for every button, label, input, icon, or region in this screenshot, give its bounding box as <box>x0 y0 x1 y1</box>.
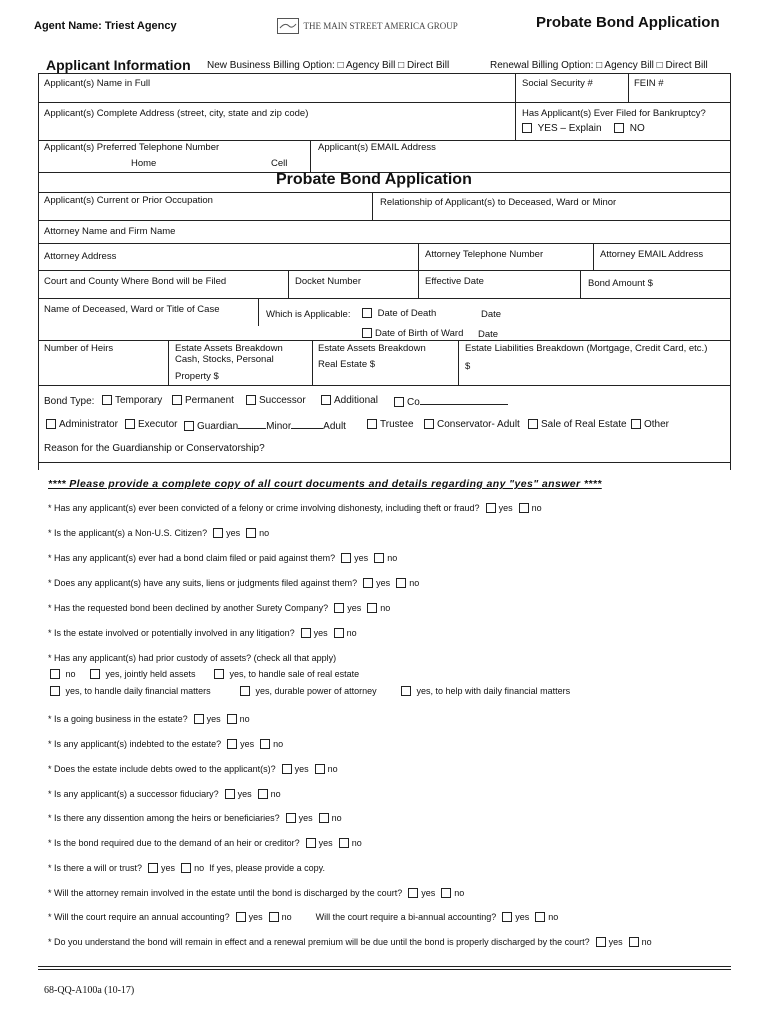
no-checkbox-icon[interactable] <box>535 912 545 922</box>
question-demand: * Is the bond required due to the demand of an heir or creditor? yes no <box>48 838 362 848</box>
deceased-field[interactable]: Name of Deceased, Ward or Title of Case <box>44 304 220 315</box>
bond-additional-option[interactable]: Additional <box>321 395 378 406</box>
yes-checkbox-icon[interactable] <box>236 912 246 922</box>
no-checkbox-icon[interactable] <box>315 764 325 774</box>
question-accounting: * Will the court require an annual accounting? yes no Will the court require a bi-annual accounting? yes no <box>48 912 559 922</box>
yes-checkbox-icon[interactable] <box>225 789 235 799</box>
liabilities-field[interactable]: $ <box>465 361 471 372</box>
yes-checkbox-icon[interactable] <box>486 503 496 513</box>
handshake-logo-icon <box>277 18 299 34</box>
bankruptcy-no-option[interactable]: NO <box>614 123 645 134</box>
custody-help-option[interactable]: yes, to help with daily financial matters <box>401 686 570 696</box>
form-id: 68-QQ-A100a (10-17) <box>44 985 135 996</box>
effective-date-field[interactable]: Effective Date <box>425 276 484 287</box>
bond-executor-option[interactable]: Executor <box>125 419 177 430</box>
question-successor: * Is any applicant(s) a successor fiduciary? yes no <box>48 789 281 799</box>
attorney-name-field[interactable]: Attorney Name and Firm Name <box>44 226 176 237</box>
death-date-label: Date <box>481 309 502 320</box>
section-title: Applicant Information <box>46 57 191 73</box>
attorney-address-field[interactable]: Attorney Address <box>44 251 117 262</box>
agent-name: Agent Name: Triest Agency <box>34 20 177 32</box>
which-applicable-label: Which is Applicable: <box>266 309 351 320</box>
checkbox-icon[interactable] <box>50 669 60 679</box>
no-checkbox-icon[interactable] <box>260 739 270 749</box>
fein-field[interactable]: FEIN # <box>634 78 664 89</box>
checkbox-icon[interactable] <box>362 328 372 338</box>
bond-conservator-option[interactable]: Conservator- Adult <box>424 419 520 430</box>
assets-personal-label-1: Estate Assets Breakdown <box>175 343 283 354</box>
bond-temporary-option[interactable]: Temporary <box>102 395 162 406</box>
custody-daily-option[interactable]: yes, to handle daily financial matters <box>50 686 211 696</box>
no-checkbox-icon[interactable] <box>246 528 256 538</box>
checkbox-icon[interactable] <box>184 421 194 431</box>
yes-checkbox-icon[interactable] <box>334 603 344 613</box>
checkbox-icon[interactable] <box>102 395 112 405</box>
checkbox-icon[interactable] <box>394 397 404 407</box>
no-checkbox-icon[interactable] <box>629 937 639 947</box>
logo-text: THE MAIN STREET AMERICA GROUP <box>303 20 458 31</box>
ssn-field[interactable]: Social Security # <box>522 78 593 89</box>
applicant-name-field[interactable]: Applicant(s) Name in Full <box>44 78 151 89</box>
no-checkbox-icon[interactable] <box>441 888 451 898</box>
question-indebted: * Is any applicant(s) indebted to the estate? yes no <box>48 739 284 749</box>
question-declined: * Has the requested bond been declined by another Surety Company? yes no <box>48 603 391 613</box>
no-checkbox-icon[interactable] <box>374 553 384 563</box>
address-field[interactable]: Applicant(s) Complete Address (street, city, state and zip code) <box>44 108 309 119</box>
notice-text: **** Please provide a complete copy of all court documents and details regarding any "yes" answer **** <box>48 478 602 490</box>
bond-amount-field[interactable]: Bond Amount $ <box>588 278 653 289</box>
bond-trustee-option[interactable]: Trustee <box>367 419 414 430</box>
checkbox-icon[interactable] <box>46 419 56 429</box>
date-of-birth-option[interactable]: Date of Birth of Ward <box>362 328 463 339</box>
yes-checkbox-icon[interactable] <box>213 528 223 538</box>
bond-other-option[interactable]: Other <box>631 419 669 430</box>
question-business: * Is a going business in the estate? yes no <box>48 714 250 724</box>
yes-checkbox-icon[interactable] <box>596 937 606 947</box>
bankruptcy-yes-option[interactable]: YES – Explain <box>522 123 602 134</box>
bond-administrator-option[interactable]: Administrator <box>46 419 118 430</box>
checkbox-icon[interactable] <box>367 419 377 429</box>
yes-checkbox-icon[interactable] <box>306 838 316 848</box>
question-will: * Is there a will or trust? yes no If yes, please provide a copy. <box>48 863 325 873</box>
checkbox-icon[interactable] <box>424 419 434 429</box>
question-debts: * Does the estate include debts owed to the applicant(s)? yes no <box>48 764 338 774</box>
checkbox-icon[interactable] <box>614 123 624 133</box>
phone-field[interactable]: Applicant(s) Preferred Telephone Number <box>44 142 220 153</box>
question-attorney: * Will the attorney remain involved in the estate until the bond is discharged by the court? yes no <box>48 888 465 898</box>
bond-guardian-option[interactable]: Guardian Minor Adult <box>184 419 346 432</box>
checkbox-icon[interactable] <box>631 419 641 429</box>
form-heading: Probate Bond Application <box>276 171 472 188</box>
guardianship-reason-field[interactable]: Reason for the Guardianship or Conservatorship? <box>44 443 265 454</box>
attorney-email-field[interactable]: Attorney EMAIL Address <box>600 249 704 260</box>
checkbox-icon[interactable] <box>362 308 372 318</box>
no-checkbox-icon[interactable] <box>519 503 529 513</box>
question-litigation: * Is the estate involved or potentially involved in any litigation? yes no <box>48 628 357 638</box>
question-dissention: * Is there any dissention among the heirs or beneficiaries? yes no <box>48 813 342 823</box>
checkbox-icon[interactable] <box>50 686 60 696</box>
no-checkbox-icon[interactable] <box>258 789 268 799</box>
no-checkbox-icon[interactable] <box>227 714 237 724</box>
attorney-phone-field[interactable]: Attorney Telephone Number <box>425 249 544 260</box>
no-checkbox-icon[interactable] <box>269 912 279 922</box>
yes-checkbox-icon[interactable] <box>282 764 292 774</box>
checkbox-icon[interactable] <box>246 395 256 405</box>
question-understand: * Do you understand the bond will remain in effect and a renewal premium will be due until the bond is properly discharged by the court? yes no <box>48 937 652 947</box>
birth-date-label: Date <box>478 329 499 340</box>
no-checkbox-icon[interactable] <box>334 628 344 638</box>
assets-personal-field[interactable]: Property $ <box>175 371 219 382</box>
date-of-death-option[interactable]: Date of Death <box>362 308 436 319</box>
occupation-field[interactable]: Applicant(s) Current or Prior Occupation <box>44 195 213 206</box>
bond-co-option[interactable]: Co <box>394 395 508 408</box>
bond-permanent-option[interactable]: Permanent <box>172 395 234 406</box>
yes-checkbox-icon[interactable] <box>286 813 296 823</box>
question-suits: * Does any applicant(s) have any suits, liens or judgments filed against them? yes no <box>48 578 420 588</box>
custody-no-option[interactable]: no <box>50 669 76 679</box>
bond-sale-option[interactable]: Sale of Real Estate <box>528 419 627 430</box>
question-citizen: * Is the applicant(s) a Non-U.S. Citizen? yes no <box>48 528 270 538</box>
checkbox-icon[interactable] <box>214 669 224 679</box>
checkbox-icon[interactable] <box>528 419 538 429</box>
question-felony: * Has any applicant(s) ever been convicted of a felony or crime involving dishonesty, including theft or fraud? yes no <box>48 503 542 513</box>
relationship-field[interactable]: Relationship of Applicant(s) to Deceased, Ward or Minor <box>380 197 617 208</box>
assets-real-estate-field[interactable]: Real Estate $ <box>318 359 376 370</box>
checkbox-icon[interactable] <box>522 123 532 133</box>
court-field[interactable]: Court and County Where Bond will be Filed <box>44 276 227 287</box>
no-checkbox-icon[interactable] <box>396 578 406 588</box>
home-phone-label: Home <box>131 158 157 169</box>
yes-checkbox-icon[interactable] <box>227 739 237 749</box>
no-checkbox-icon[interactable] <box>367 603 377 613</box>
custody-sale-option[interactable]: yes, to handle sale of real estate <box>214 669 359 679</box>
assets-personal-label-2: Cash, Stocks, Personal <box>175 354 274 365</box>
heirs-field[interactable]: Number of Heirs <box>44 343 114 354</box>
no-checkbox-icon[interactable] <box>319 813 329 823</box>
page-title: Probate Bond Application <box>536 14 720 31</box>
liabilities-label: Estate Liabilities Breakdown (Mortgage, Credit Card, etc.) <box>465 343 708 354</box>
custody-poa-option[interactable]: yes, durable power of attorney <box>240 686 377 696</box>
new-business-billing[interactable]: New Business Billing Option: □ Agency Bill □ Direct Bill <box>207 60 450 71</box>
docket-field[interactable]: Docket Number <box>295 276 361 287</box>
yes-checkbox-icon[interactable] <box>502 912 512 922</box>
company-logo <box>277 17 458 35</box>
question-custody: * Has any applicant(s) had prior custody of assets? (check all that apply) <box>48 653 337 663</box>
bond-type-label: Bond Type: <box>44 396 95 407</box>
checkbox-icon[interactable] <box>401 686 411 696</box>
question-bond-claim: * Has any applicant(s) ever had a bond claim filed or paid against them? yes no <box>48 553 398 563</box>
checkbox-icon[interactable] <box>125 419 135 429</box>
checkbox-icon[interactable] <box>90 669 100 679</box>
checkbox-icon[interactable] <box>240 686 250 696</box>
checkbox-icon[interactable] <box>172 395 182 405</box>
renewal-billing[interactable]: Renewal Billing Option: □ Agency Bill □ Direct Bill <box>490 60 708 71</box>
yes-checkbox-icon[interactable] <box>408 888 418 898</box>
custody-joint-option[interactable]: yes, jointly held assets <box>90 669 196 679</box>
yes-checkbox-icon[interactable] <box>363 578 373 588</box>
yes-checkbox-icon[interactable] <box>341 553 351 563</box>
yes-checkbox-icon[interactable] <box>194 714 204 724</box>
bankruptcy-question: Has Applicant(s) Ever Filed for Bankruptcy? <box>522 108 706 119</box>
assets-real-estate-label: Estate Assets Breakdown <box>318 343 426 354</box>
email-field[interactable]: Applicant(s) EMAIL Address <box>318 142 436 153</box>
yes-checkbox-icon[interactable] <box>301 628 311 638</box>
yes-checkbox-icon[interactable] <box>148 863 158 873</box>
checkbox-icon[interactable] <box>321 395 331 405</box>
no-checkbox-icon[interactable] <box>339 838 349 848</box>
cell-phone-label: Cell <box>271 158 288 169</box>
no-checkbox-icon[interactable] <box>181 863 191 873</box>
bond-successor-option[interactable]: Successor <box>246 395 306 406</box>
